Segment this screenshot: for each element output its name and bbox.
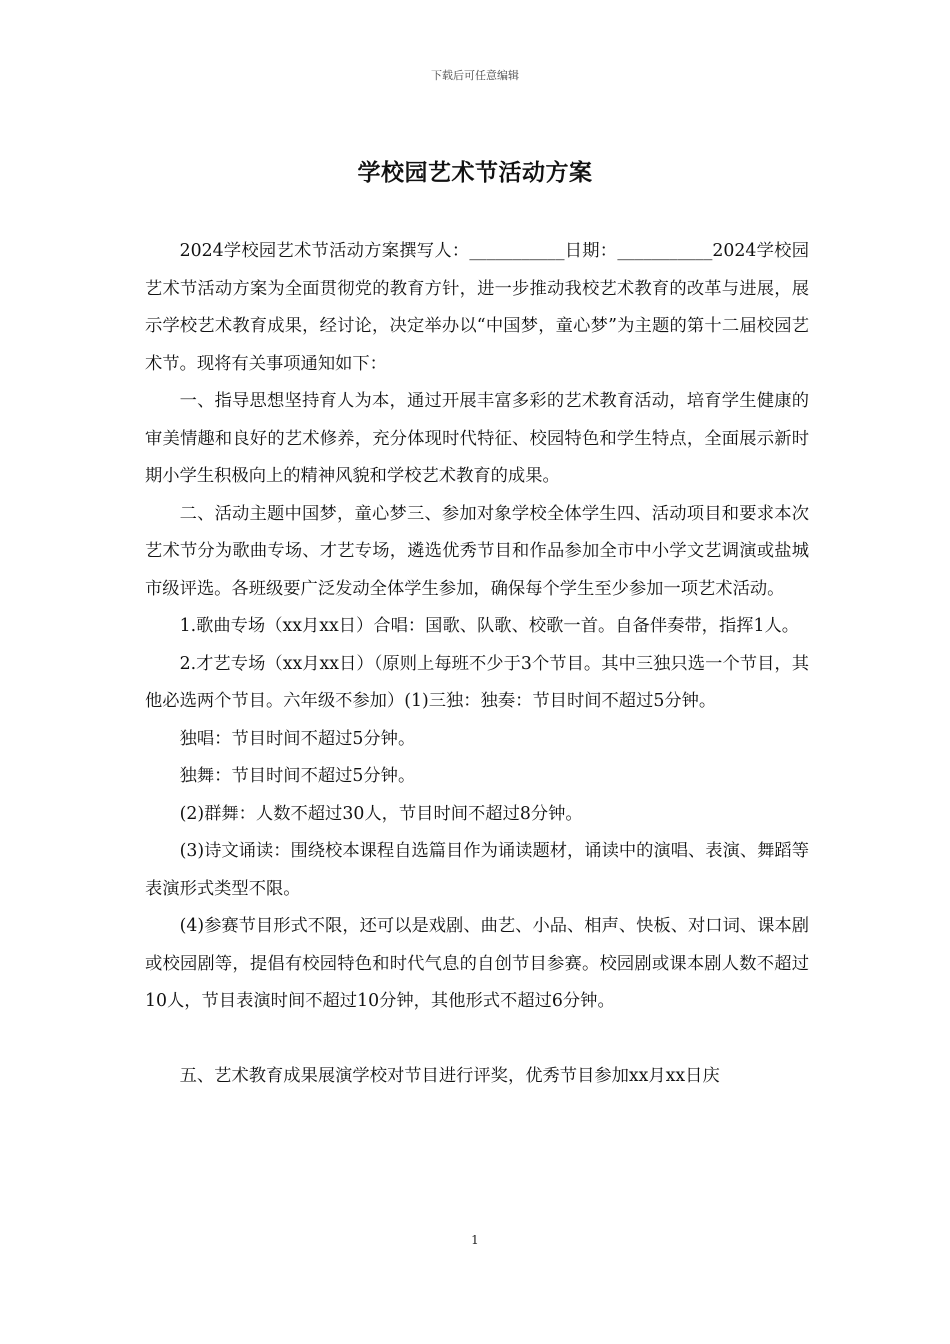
document-title: 学校园艺术节活动方案 bbox=[357, 159, 593, 186]
paragraph-other-forms: (4)参赛节目形式不限，还可以是戏剧、曲艺、小品、相声、快板、对口词、课本剧或校园剧等，提倡有校园特色和时代气息的自创节目参赛。校园剧或课本剧人数不超过10人，节目表演时间不超过10分钟，其他形式不超过6分钟。 bbox=[145, 916, 809, 1011]
page-number: 1 bbox=[471, 1233, 479, 1247]
header-note: 下载后可任意编辑 bbox=[431, 69, 519, 82]
paragraph-group-dance: (2)群舞：人数不超过30人，节目时间不超过8分钟。 bbox=[179, 803, 583, 824]
paragraph-song-session: 1.歌曲专场（xx月xx日）合唱：国歌、队歌、校歌一首。自备伴奏带，指挥1人。 bbox=[179, 616, 800, 636]
paragraph-theme-and-projects: 二、活动主题中国梦，童心梦三、参加对象学校全体学生四、活动项目和要求本次艺术节分为歌曲专场、才艺专场，遴选优秀节目和作品参加全市中小学文艺调演或盐城市级评选。各班级要广泛发动全体学生参加，确保每个学生至少参加一项艺术活动。 bbox=[145, 503, 809, 599]
paragraph-talent-session: 2.才艺专场（xx月xx日）（原则上每班不少于3个节目。其中三独只选一个节目，其他必选两个节目。六年级不参加）(1)三独：独奏：节目时间不超过5分钟。 bbox=[145, 653, 809, 711]
paragraph-solo-dance: 独舞：节目时间不超过5分钟。 bbox=[179, 766, 416, 786]
paragraph-poetry-recital: (3)诗文诵读：围绕校本课程自选篇目作为诵读题材，诵读中的演唱、表演、舞蹈等表演形式类型不限。 bbox=[145, 841, 809, 899]
paragraph-intro: 2024学校园艺术节活动方案撰写人：___________日期：___________2024学校园艺术节活动方案为全面贯彻党的教育方针，进一步推动我校艺术教育的改革与进展，展示学校艺术教育成果，经讨论，决定举办以“中国梦，童心梦”为主题的第十二届校园艺术节。现将有关事项通知如下： bbox=[145, 241, 809, 374]
document-body bbox=[145, 233, 809, 1095]
paragraph-achievement-show: 五、艺术教育成果展演学校对节目进行评奖，优秀节目参加xx月xx日庆 bbox=[179, 1065, 720, 1086]
paragraph-solo-singing: 独唱：节目时间不超过5分钟。 bbox=[179, 728, 416, 749]
paragraph-guiding-ideology: 一、指导思想坚持育人为本，通过开展丰富多彩的艺术教育活动，培育学生健康的审美情趣和良好的艺术修养，充分体现时代特征、校园特色和学生特点，全面展示新时期小学生积极向上的精神风貌和学校艺术教育的成果。 bbox=[145, 391, 809, 486]
